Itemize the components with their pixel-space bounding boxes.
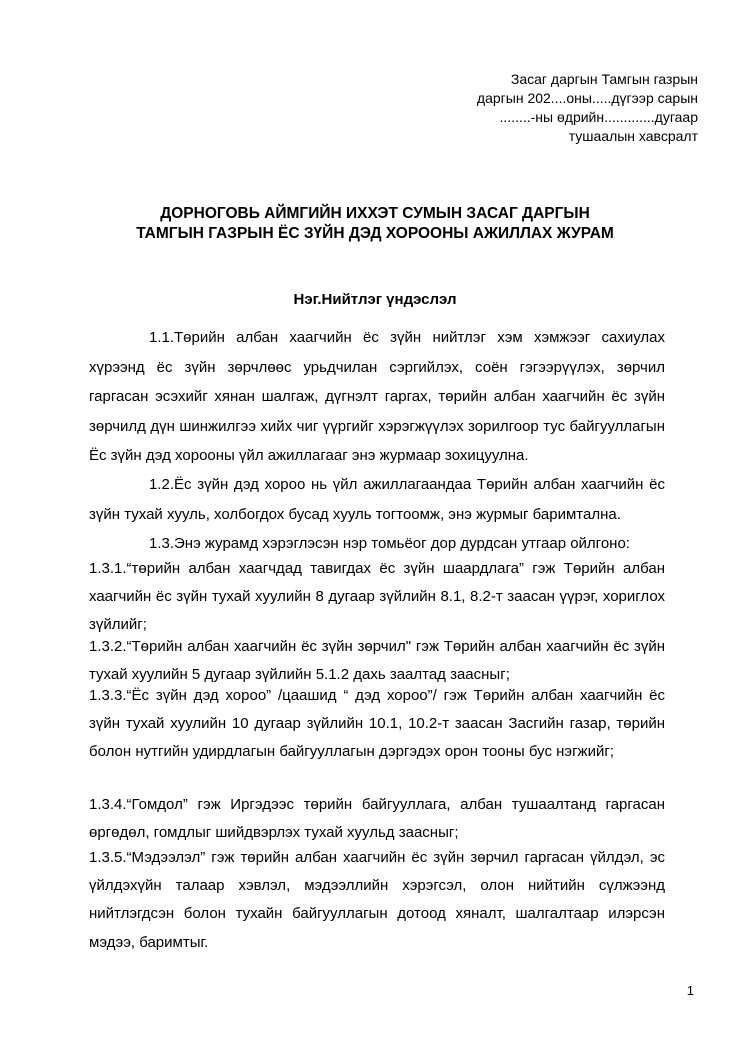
paragraph-1-3-3 <box>89 682 665 767</box>
paragraph-1-3-1-text: 1.3.1.“төрийн албан хаагчдад тавигдах ёс зүйн шаардлага” гэж Төрийн албан хаагчийн ёс зүйн тухай хуулийн 8 дугаар зүйлийн 8.1, 8.2-т заасан үүрэг, хориглох зүйлийг; <box>89 560 665 634</box>
paragraph-1-1-text: 1.1.Төрийн албан хаагчийн ёс зүйн нийтлэг хэм хэмжээг сахиулах хүрээнд ёс зүйн зөрчлөөс урьдчилан сэргийлэх, соён гэгээрүүлэх, зөрчил гаргасан эсэхийг хянан шалгаж, дүгнэлт гаргах, төрийн албан хаагчийн ёс зүйн зөрчилд дүн шинжилгээ хийх чиг үүргийг хэрэгжүүлэх зорилгоор тус байгууллагын Ёс зүйн дэд хорооны үйл ажиллагааг энэ журмаар зохицуулна. <box>89 329 665 464</box>
paragraph-1-3-2-text: 1.3.2.“Төрийн албан хаагчийн ёс зүйн зөрчил" гэж Төрийн албан хаагчийн ёс зүйн тухай хуулийн 5 дугаар зүйлийн 5.1.2 дахь заалтад заасныг; <box>89 638 665 684</box>
annex-line-2: даргын 202....оны.....дүгээр сарын <box>476 90 698 106</box>
paragraph-1-1 <box>89 323 665 471</box>
paragraph-1-3-1 <box>89 555 665 640</box>
paragraph-1-2 <box>89 470 665 529</box>
annex-line-3: ........-ны өдрийн.............дугаар <box>499 109 698 125</box>
paragraph-1-3-5-text: 1.3.5.“Мэдээлэл” гэж төрийн албан хаагчийн ёс зүйн зөрчил гаргасан үйлдэл, эс үйлдэхүйн талаар хэвлэл, мэдээллийн хэрэгсэл, олон нийтийн сүлжээнд нийтлэгдсэн болон тухайн байгууллагын дотоод хяналт, шалгалтаар илэрсэн мэдээ, баримтыг. <box>89 849 665 951</box>
paragraph-1-2-text: 1.2.Ёс зүйн дэд хороо нь үйл ажиллагаандаа Төрийн албан хаагчийн ёс зүйн тухай хууль, холбогдох бусад хууль тогтоомж, энэ журмыг баримтална. <box>89 476 665 523</box>
paragraph-1-3-4-text: 1.3.4.“Гомдол” гэж Иргэдээс төрийн байгууллага, албан тушаалтанд гаргасан өргөдөл, гомдлыг шийдвэрлэх тухай хуульд заасныг; <box>89 796 665 842</box>
document-title <box>60 204 690 244</box>
paragraph-1-3-2 <box>89 633 665 689</box>
paragraph-1-3-4 <box>89 791 665 847</box>
paragraph-1-3-5 <box>89 844 665 957</box>
annex-line-4: тушаалын хавсралт <box>568 128 698 144</box>
title-line-2: ТАМГЫН ГАЗРЫН ЁС ЗҮЙН ДЭД ХОРООНЫ АЖИЛЛАХ ЖУРАМ <box>136 225 614 242</box>
paragraph-1-3-3-text: 1.3.3.“Ёс зүйн дэд хороо” /цаашид “ дэд хороо”/ гэж Төрийн албан хаагчийн ёс зүйн тухай хуулийн 10 дугаар зүйлийн 10.1, 10.2-т заасан Засгийн газар, төрийн болон нутгийн удирдлагын байгууллагын дэргэдэх орон тооны бус нэгжийг; <box>89 687 665 761</box>
paragraph-1-3-text: 1.3.Энэ журамд хэрэглэсэн нэр томьёог дор дурдсан утгаар ойлгоно: <box>149 535 630 552</box>
annex-note <box>398 70 698 146</box>
annex-line-1: Засаг даргын Тамгын газрын <box>510 71 698 87</box>
paragraph-1-3 <box>89 530 665 558</box>
title-line-1: ДОРНОГОВЬ АЙМГИЙН ИХХЭТ СУМЫН ЗАСАГ ДАРГЫН <box>160 205 590 222</box>
page-number: 1 <box>686 983 694 998</box>
section-heading: Нэг.Нийтлэг үндэслэл <box>293 291 457 308</box>
